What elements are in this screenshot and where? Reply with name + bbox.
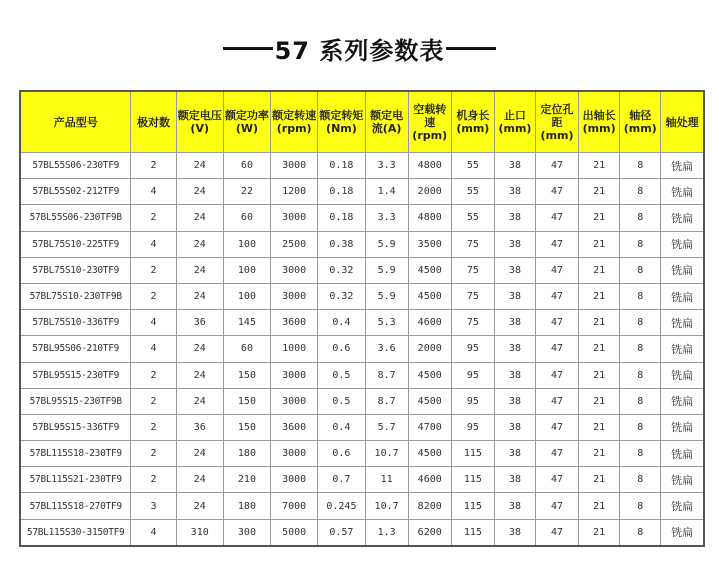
table-cell: 115	[451, 519, 494, 546]
model-cell: 57BL95S15-336TF9	[20, 414, 131, 440]
table-row	[20, 231, 704, 257]
table-row	[20, 441, 704, 467]
table-cell: 38	[494, 519, 535, 546]
header-row	[20, 91, 704, 153]
column-header: 空载转速(rpm)	[408, 91, 451, 153]
table-cell: 铣扁	[661, 467, 704, 493]
table-cell: 5.3	[365, 310, 408, 336]
table-cell: 115	[451, 467, 494, 493]
column-header: 止口(mm)	[494, 91, 535, 153]
table-cell: 47	[535, 283, 578, 309]
table-cell: 21	[579, 310, 620, 336]
table-cell: 38	[494, 467, 535, 493]
table-cell: 铣扁	[661, 153, 704, 179]
table-cell: 0.38	[318, 231, 365, 257]
table-row	[20, 388, 704, 414]
table-cell: 0.5	[318, 388, 365, 414]
table-cell: 4500	[408, 388, 451, 414]
table-cell: 115	[451, 441, 494, 467]
table-cell: 60	[223, 336, 270, 362]
model-cell: 57BL95S15-230TF9	[20, 362, 131, 388]
table-cell: 铣扁	[661, 493, 704, 519]
table-cell: 21	[579, 153, 620, 179]
column-header: 极对数	[131, 91, 176, 153]
table-cell: 2	[131, 467, 176, 493]
table-cell: 2	[131, 283, 176, 309]
table-cell: 21	[579, 283, 620, 309]
table-row	[20, 493, 704, 519]
table-cell: 38	[494, 179, 535, 205]
column-header: 额定电压(V)	[176, 91, 223, 153]
table-cell: 8	[620, 257, 661, 283]
table-cell: 8	[620, 205, 661, 231]
table-cell: 21	[579, 414, 620, 440]
table-cell: 3600	[271, 310, 318, 336]
table-cell: 8	[620, 283, 661, 309]
table-cell: 38	[494, 493, 535, 519]
table-row	[20, 519, 704, 546]
table-cell: 3500	[408, 231, 451, 257]
column-header: 定位孔距(mm)	[535, 91, 578, 153]
table-cell: 铣扁	[661, 441, 704, 467]
table-cell: 36	[176, 310, 223, 336]
table-cell: 24	[176, 467, 223, 493]
table-row	[20, 336, 704, 362]
table-cell: 47	[535, 493, 578, 519]
table-cell: 210	[223, 467, 270, 493]
table-cell: 2	[131, 388, 176, 414]
table-cell: 180	[223, 441, 270, 467]
title-dash-left	[223, 47, 273, 50]
table-cell: 21	[579, 205, 620, 231]
table-cell: 铣扁	[661, 388, 704, 414]
table-cell: 2500	[271, 231, 318, 257]
model-cell: 57BL115S18-270TF9	[20, 493, 131, 519]
table-cell: 铣扁	[661, 336, 704, 362]
table-cell: 60	[223, 153, 270, 179]
table-cell: 2	[131, 153, 176, 179]
table-cell: 8	[620, 179, 661, 205]
column-header: 机身长(mm)	[451, 91, 494, 153]
table-cell: 3000	[271, 388, 318, 414]
table-cell: 4600	[408, 310, 451, 336]
model-cell: 57BL55S06-230TF9	[20, 153, 131, 179]
table-cell: 47	[535, 257, 578, 283]
table-cell: 0.4	[318, 414, 365, 440]
table-cell: 11	[365, 467, 408, 493]
column-header: 额定功率(W)	[223, 91, 270, 153]
table-cell: 38	[494, 336, 535, 362]
table-cell: 4500	[408, 441, 451, 467]
table-row	[20, 205, 704, 231]
table-cell: 4	[131, 310, 176, 336]
table-cell: 24	[176, 231, 223, 257]
table-cell: 5.7	[365, 414, 408, 440]
table-cell: 38	[494, 362, 535, 388]
table-cell: 5.9	[365, 257, 408, 283]
parameter-table-container	[19, 90, 705, 547]
table-cell: 1200	[271, 179, 318, 205]
table-cell: 21	[579, 519, 620, 546]
table-row	[20, 153, 704, 179]
table-cell: 95	[451, 336, 494, 362]
table-cell: 1.4	[365, 179, 408, 205]
table-cell: 21	[579, 441, 620, 467]
title-dash-right	[446, 47, 496, 50]
table-cell: 150	[223, 388, 270, 414]
model-cell: 57BL95S15-230TF9B	[20, 388, 131, 414]
table-cell: 2000	[408, 179, 451, 205]
table-cell: 8	[620, 336, 661, 362]
table-cell: 38	[494, 231, 535, 257]
column-header: 产品型号	[20, 91, 131, 153]
table-cell: 38	[494, 414, 535, 440]
table-cell: 55	[451, 153, 494, 179]
table-cell: 95	[451, 414, 494, 440]
table-cell: 7000	[271, 493, 318, 519]
table-row	[20, 179, 704, 205]
table-cell: 8	[620, 388, 661, 414]
table-cell: 47	[535, 231, 578, 257]
table-cell: 47	[535, 519, 578, 546]
table-cell: 4	[131, 336, 176, 362]
table-row	[20, 257, 704, 283]
table-cell: 0.18	[318, 205, 365, 231]
table-cell: 95	[451, 362, 494, 388]
table-cell: 21	[579, 257, 620, 283]
table-cell: 47	[535, 441, 578, 467]
table-row	[20, 362, 704, 388]
table-cell: 8200	[408, 493, 451, 519]
table-cell: 0.5	[318, 362, 365, 388]
table-cell: 铣扁	[661, 179, 704, 205]
table-cell: 铣扁	[661, 362, 704, 388]
column-header: 轴径(mm)	[620, 91, 661, 153]
table-cell: 38	[494, 153, 535, 179]
table-cell: 21	[579, 179, 620, 205]
table-cell: 24	[176, 257, 223, 283]
table-cell: 0.6	[318, 441, 365, 467]
table-cell: 24	[176, 441, 223, 467]
table-cell: 24	[176, 179, 223, 205]
table-cell: 75	[451, 283, 494, 309]
table-cell: 38	[494, 205, 535, 231]
table-cell: 47	[535, 179, 578, 205]
table-body	[20, 153, 704, 546]
table-cell: 47	[535, 362, 578, 388]
column-header: 额定电流(A)	[365, 91, 408, 153]
table-row	[20, 310, 704, 336]
model-cell: 57BL115S21-230TF9	[20, 467, 131, 493]
table-cell: 3000	[271, 257, 318, 283]
table-cell: 铣扁	[661, 257, 704, 283]
table-cell: 22	[223, 179, 270, 205]
table-cell: 0.245	[318, 493, 365, 519]
model-cell: 57BL75S10-230TF9	[20, 257, 131, 283]
table-header	[20, 91, 704, 153]
table-cell: 75	[451, 257, 494, 283]
table-cell: 36	[176, 414, 223, 440]
table-cell: 铣扁	[661, 205, 704, 231]
table-cell: 2000	[408, 336, 451, 362]
table-cell: 10.7	[365, 441, 408, 467]
table-cell: 8	[620, 231, 661, 257]
table-cell: 47	[535, 153, 578, 179]
table-cell: 1.3	[365, 519, 408, 546]
table-cell: 100	[223, 231, 270, 257]
table-cell: 300	[223, 519, 270, 546]
table-cell: 0.7	[318, 467, 365, 493]
table-cell: 8	[620, 153, 661, 179]
page-title: 57 系列参数表	[274, 36, 445, 65]
table-cell: 铣扁	[661, 414, 704, 440]
table-cell: 8	[620, 519, 661, 546]
table-cell: 21	[579, 467, 620, 493]
table-cell: 24	[176, 283, 223, 309]
table-cell: 3000	[271, 153, 318, 179]
table-cell: 3000	[271, 283, 318, 309]
table-cell: 24	[176, 362, 223, 388]
table-cell: 1000	[271, 336, 318, 362]
table-cell: 150	[223, 362, 270, 388]
table-cell: 24	[176, 388, 223, 414]
table-cell: 38	[494, 441, 535, 467]
model-cell: 57BL115S30-3150TF9	[20, 519, 131, 546]
table-cell: 2	[131, 205, 176, 231]
table-cell: 0.6	[318, 336, 365, 362]
table-cell: 8	[620, 493, 661, 519]
table-cell: 150	[223, 414, 270, 440]
table-cell: 8	[620, 441, 661, 467]
table-cell: 24	[176, 493, 223, 519]
table-cell: 3.6	[365, 336, 408, 362]
table-cell: 0.32	[318, 257, 365, 283]
table-cell: 4	[131, 519, 176, 546]
table-row	[20, 467, 704, 493]
table-cell: 4500	[408, 362, 451, 388]
table-cell: 145	[223, 310, 270, 336]
table-cell: 3000	[271, 441, 318, 467]
table-cell: 55	[451, 179, 494, 205]
table-cell: 3600	[271, 414, 318, 440]
table-cell: 0.32	[318, 283, 365, 309]
table-cell: 铣扁	[661, 519, 704, 546]
table-cell: 4700	[408, 414, 451, 440]
model-cell: 57BL75S10-230TF9B	[20, 283, 131, 309]
table-cell: 310	[176, 519, 223, 546]
table-cell: 115	[451, 493, 494, 519]
table-cell: 0.18	[318, 179, 365, 205]
table-cell: 8.7	[365, 388, 408, 414]
table-cell: 21	[579, 362, 620, 388]
table-cell: 38	[494, 257, 535, 283]
table-cell: 2	[131, 414, 176, 440]
parameter-table	[19, 90, 705, 547]
table-cell: 47	[535, 336, 578, 362]
model-cell: 57BL55S06-230TF9B	[20, 205, 131, 231]
table-cell: 60	[223, 205, 270, 231]
table-cell: 180	[223, 493, 270, 519]
table-cell: 8	[620, 467, 661, 493]
model-cell: 57BL75S10-225TF9	[20, 231, 131, 257]
table-cell: 75	[451, 310, 494, 336]
table-cell: 38	[494, 388, 535, 414]
table-cell: 3000	[271, 467, 318, 493]
column-header: 出轴长(mm)	[579, 91, 620, 153]
table-cell: 3000	[271, 362, 318, 388]
table-cell: 5000	[271, 519, 318, 546]
table-cell: 0.4	[318, 310, 365, 336]
table-cell: 10.7	[365, 493, 408, 519]
table-cell: 100	[223, 257, 270, 283]
table-cell: 4	[131, 231, 176, 257]
table-cell: 5.9	[365, 231, 408, 257]
column-header: 额定转矩(Nm)	[318, 91, 365, 153]
table-cell: 21	[579, 231, 620, 257]
table-cell: 38	[494, 283, 535, 309]
table-cell: 8.7	[365, 362, 408, 388]
table-cell: 0.18	[318, 153, 365, 179]
model-cell: 57BL75S10-336TF9	[20, 310, 131, 336]
table-cell: 47	[535, 388, 578, 414]
table-row	[20, 283, 704, 309]
table-cell: 铣扁	[661, 231, 704, 257]
table-cell: 6200	[408, 519, 451, 546]
column-header: 额定转速(rpm)	[271, 91, 318, 153]
table-cell: 2	[131, 441, 176, 467]
table-cell: 4500	[408, 283, 451, 309]
table-cell: 3.3	[365, 153, 408, 179]
table-cell: 4600	[408, 467, 451, 493]
table-cell: 38	[494, 310, 535, 336]
table-cell: 21	[579, 493, 620, 519]
table-cell: 47	[535, 205, 578, 231]
table-cell: 24	[176, 153, 223, 179]
table-cell: 4800	[408, 153, 451, 179]
table-cell: 95	[451, 388, 494, 414]
table-cell: 4	[131, 179, 176, 205]
table-cell: 100	[223, 283, 270, 309]
table-cell: 3.3	[365, 205, 408, 231]
table-cell: 47	[535, 310, 578, 336]
table-row	[20, 414, 704, 440]
table-cell: 4500	[408, 257, 451, 283]
table-cell: 铣扁	[661, 310, 704, 336]
table-cell: 47	[535, 414, 578, 440]
table-cell: 21	[579, 388, 620, 414]
table-cell: 24	[176, 205, 223, 231]
table-cell: 3000	[271, 205, 318, 231]
table-cell: 8	[620, 310, 661, 336]
table-cell: 3	[131, 493, 176, 519]
table-cell: 0.57	[318, 519, 365, 546]
table-cell: 55	[451, 205, 494, 231]
model-cell: 57BL55S02-212TF9	[20, 179, 131, 205]
table-cell: 75	[451, 231, 494, 257]
table-cell: 2	[131, 362, 176, 388]
table-cell: 21	[579, 336, 620, 362]
column-header: 轴处理	[661, 91, 704, 153]
table-cell: 2	[131, 257, 176, 283]
model-cell: 57BL95S06-210TF9	[20, 336, 131, 362]
model-cell: 57BL115S18-230TF9	[20, 441, 131, 467]
table-cell: 8	[620, 362, 661, 388]
table-cell: 铣扁	[661, 283, 704, 309]
table-cell: 47	[535, 467, 578, 493]
table-cell: 24	[176, 336, 223, 362]
table-cell: 8	[620, 414, 661, 440]
table-cell: 4800	[408, 205, 451, 231]
page-title-row	[0, 24, 719, 72]
table-cell: 5.9	[365, 283, 408, 309]
